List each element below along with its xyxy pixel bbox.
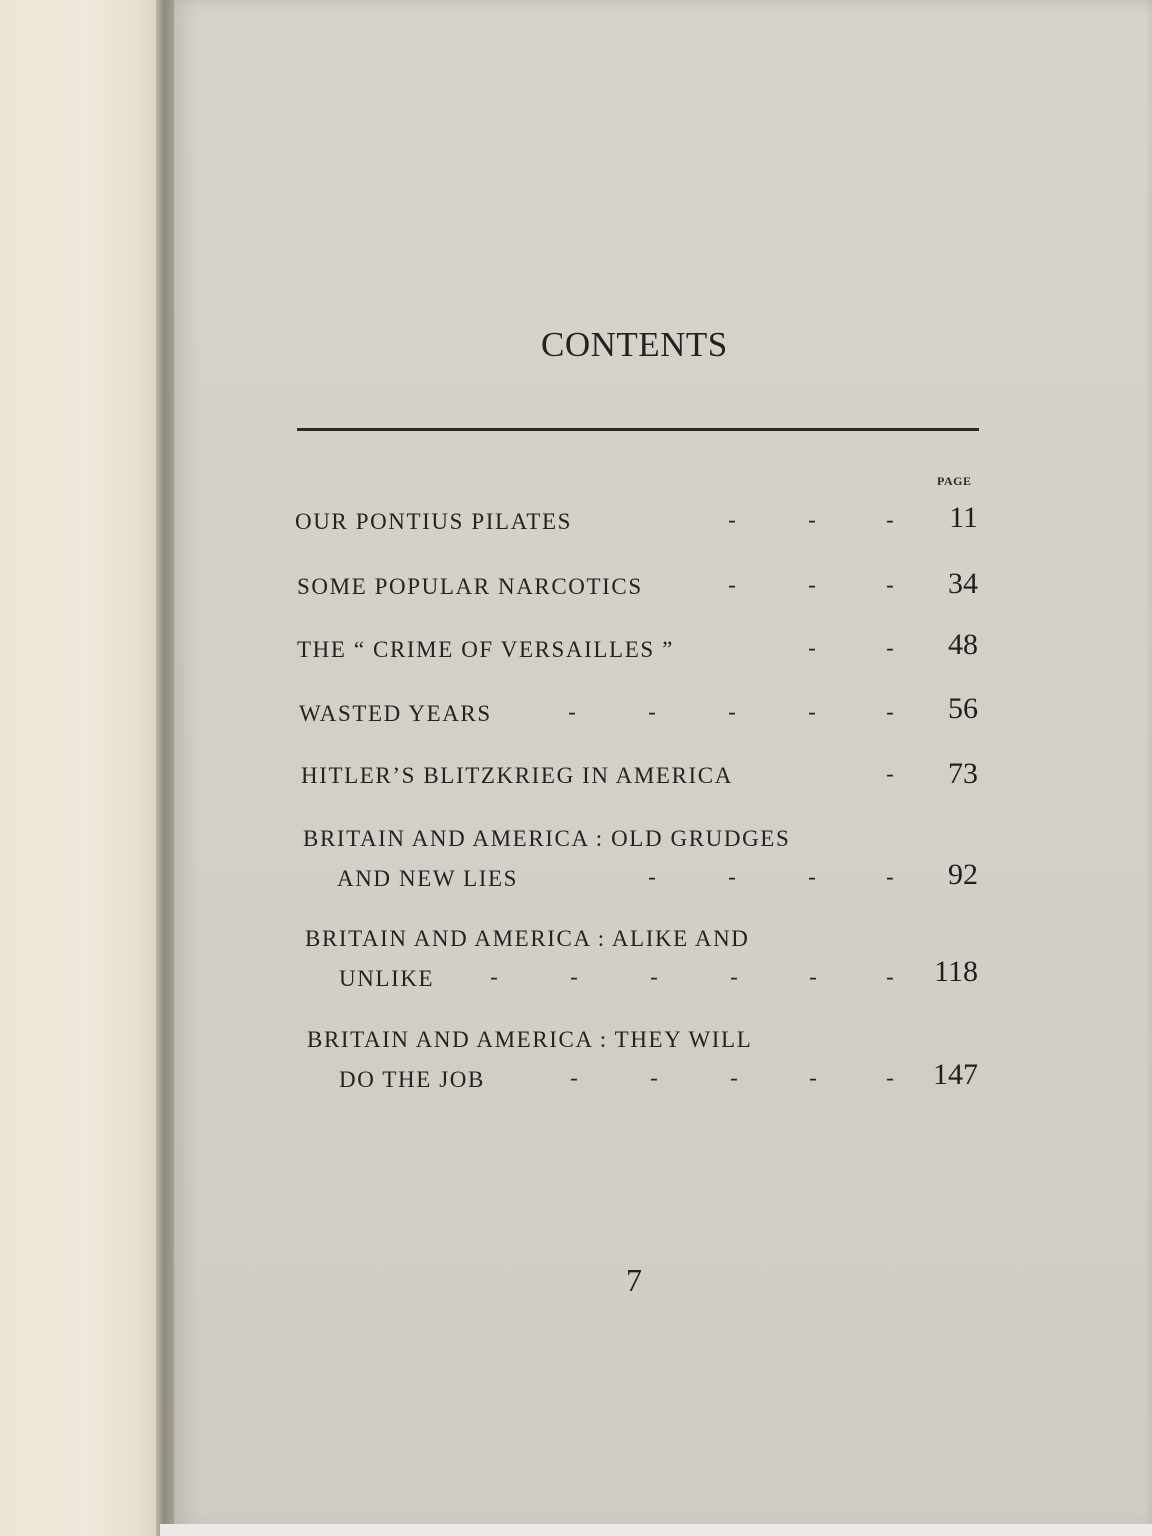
- leader-dash: -: [808, 699, 816, 724]
- title-rule: [297, 428, 979, 431]
- leader-dash: -: [728, 572, 736, 597]
- page-number: 7: [626, 1262, 642, 1298]
- leader-dash: -: [808, 572, 816, 597]
- leader-dash: -: [650, 964, 658, 989]
- toc-entry-page: 118: [934, 955, 978, 988]
- leader-dash: -: [886, 572, 894, 597]
- leader-dash: -: [490, 964, 498, 989]
- leader-dash: -: [886, 864, 894, 889]
- leader-dash: -: [809, 1065, 817, 1090]
- page-column-label: PAGE: [937, 474, 972, 488]
- toc-entry-page: 147: [933, 1058, 978, 1091]
- leader-dash: -: [728, 864, 736, 889]
- contents-title: CONTENTS: [541, 325, 728, 364]
- toc-entry-page: 11: [949, 501, 978, 534]
- toc-entry-continuation: AND NEW LIES: [337, 866, 519, 891]
- leader-dash: -: [808, 507, 816, 532]
- leader-dash: -: [648, 864, 656, 889]
- leader-dash: -: [808, 864, 816, 889]
- toc-entry-title: THE “ CRIME OF VERSAILLES ”: [297, 637, 674, 662]
- toc-entry-continuation: DO THE JOB: [339, 1067, 485, 1092]
- table-surface: [160, 1524, 1152, 1536]
- toc-entry-title: HITLER’S BLITZKRIEG IN AMERICA: [301, 763, 733, 788]
- leader-dash: -: [730, 1065, 738, 1090]
- leader-dash: -: [808, 635, 816, 660]
- leader-dash: -: [730, 964, 738, 989]
- leader-dash: -: [886, 761, 894, 786]
- toc-entry-page: 34: [948, 567, 978, 600]
- leader-dash: -: [728, 507, 736, 532]
- toc-entry-page: 56: [948, 692, 978, 725]
- leader-dash: -: [886, 699, 894, 724]
- toc-entry-title: OUR PONTIUS PILATES: [295, 509, 573, 534]
- leader-dash: -: [570, 1065, 578, 1090]
- toc-entry-title: BRITAIN AND AMERICA : ALIKE AND: [305, 926, 750, 951]
- leader-dash: -: [648, 699, 656, 724]
- leader-dash: -: [728, 699, 736, 724]
- toc-entry-title: BRITAIN AND AMERICA : OLD GRUDGES: [303, 826, 791, 851]
- leader-dash: -: [650, 1065, 658, 1090]
- leader-dash: -: [886, 1065, 894, 1090]
- leader-dash: -: [886, 635, 894, 660]
- leader-dash: -: [886, 964, 894, 989]
- leader-dash: -: [886, 507, 894, 532]
- leader-dash: -: [570, 964, 578, 989]
- toc-entry-page: 92: [948, 858, 978, 891]
- toc-entry-title: BRITAIN AND AMERICA : THEY WILL: [307, 1027, 753, 1052]
- leader-dash: -: [809, 964, 817, 989]
- left-page: [0, 0, 160, 1536]
- leader-dash: -: [568, 699, 576, 724]
- toc-entry-page: 48: [948, 628, 978, 661]
- toc-entry-title: SOME POPULAR NARCOTICS: [297, 574, 643, 599]
- toc-entry-continuation: UNLIKE: [339, 966, 435, 991]
- toc-entry-page: 73: [948, 757, 978, 790]
- book-gutter: [156, 0, 176, 1536]
- toc-entry-title: WASTED YEARS: [299, 701, 492, 726]
